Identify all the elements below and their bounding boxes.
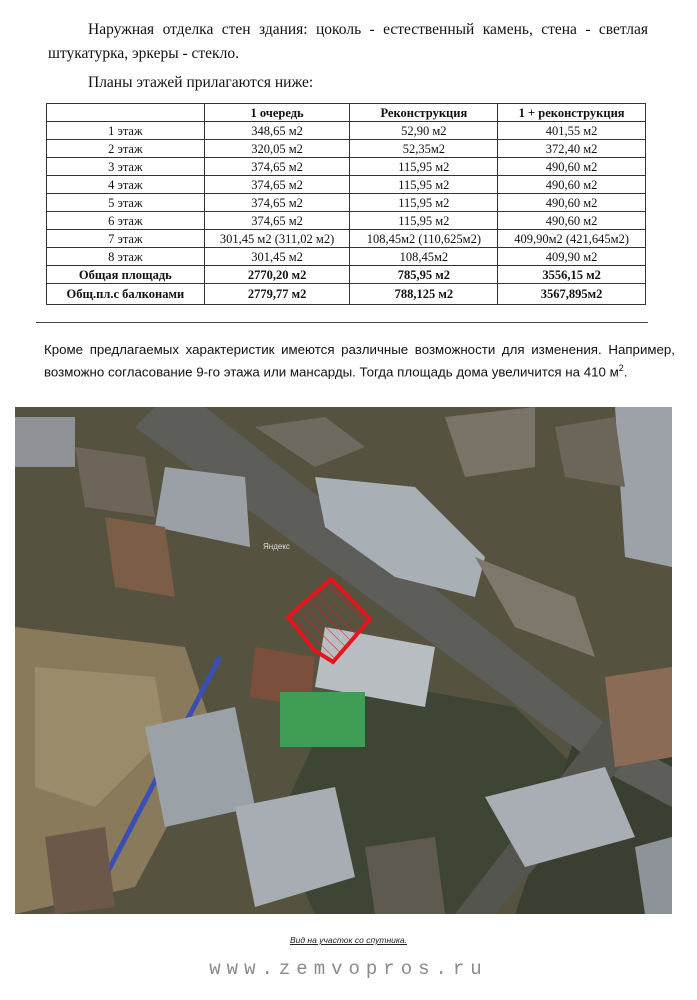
table-cell: 301,45 м2: [204, 248, 350, 266]
table-cell: 115,95 м2: [350, 212, 498, 230]
table-cell: 52,35м2: [350, 140, 498, 158]
satellite-map: [15, 407, 672, 914]
table-cell: 108,45м2: [350, 248, 498, 266]
superscript: 2: [618, 363, 624, 373]
table-cell: 115,95 м2: [350, 158, 498, 176]
table-cell: 301,45 м2 (311,02 м2): [204, 230, 350, 248]
table-cell: 7 этаж: [47, 230, 205, 248]
plans-intro: Планы этажей прилагаются ниже:: [88, 74, 314, 91]
table-cell: 108,45м2 (110,625м2): [350, 230, 498, 248]
map-caption: Вид на участок со спутника.: [289, 935, 408, 945]
table-row: [47, 248, 646, 266]
table-row: [47, 176, 646, 194]
intro-paragraph: Наружная отделка стен здания: цоколь - естественный камень, стена - светлая штукатурка, эркеры - стекло.: [48, 21, 648, 62]
table-cell: 115,95 м2: [350, 194, 498, 212]
table-cell: 6 этаж: [47, 212, 205, 230]
table-cell: 3 этаж: [47, 158, 205, 176]
table-cell: 3567,895м2: [498, 284, 646, 305]
table-cell: 374,65 м2: [204, 212, 350, 230]
table-cell: 5 этаж: [47, 194, 205, 212]
table-cell: 490,60 м2: [498, 176, 646, 194]
table-cell: 490,60 м2: [498, 194, 646, 212]
table-row: [47, 194, 646, 212]
table-row: [47, 158, 646, 176]
header-cell: 1 + реконструкция: [498, 104, 646, 122]
table-cell: 374,65 м2: [204, 176, 350, 194]
table-cell: 374,65 м2: [204, 194, 350, 212]
header-cell: Реконструкция: [350, 104, 498, 122]
satellite-image: [15, 407, 672, 914]
table-cell: 3556,15 м2: [498, 266, 646, 284]
total-row: [47, 266, 646, 284]
table-cell: 8 этаж: [47, 248, 205, 266]
table-cell: 788,125 м2: [350, 284, 498, 305]
table-cell: 2770,20 м2: [204, 266, 350, 284]
description-end: .: [623, 364, 628, 380]
table-cell: 115,95 м2: [350, 176, 498, 194]
table-cell: Общ.пл.с балконами: [47, 284, 205, 305]
table-cell: 1 этаж: [47, 122, 205, 140]
table-cell: 372,40 м2: [498, 140, 646, 158]
table-cell: 2 этаж: [47, 140, 205, 158]
table-cell: 785,95 м2: [350, 266, 498, 284]
table-cell: 409,90 м2: [498, 248, 646, 266]
table-row: [47, 140, 646, 158]
table-cell: 4 этаж: [47, 176, 205, 194]
balcony-row: [47, 284, 646, 305]
floor-area-table: [46, 103, 646, 305]
header-cell: 1 очередь: [204, 104, 350, 122]
table-cell: 52,90 м2: [350, 122, 498, 140]
table-cell: 409,90м2 (421,645м2): [498, 230, 646, 248]
description-paragraph: [44, 340, 675, 381]
table-cell: 348,65 м2: [204, 122, 350, 140]
table-cell: 2779,77 м2: [204, 284, 350, 305]
header-cell: [47, 104, 205, 122]
description-text: Кроме предлагаемых характеристик имеются различные возможности для изменения. Например, возможно согласование 9-го этажа или мансарды. Тогда площадь дома увеличится на 410 м: [44, 342, 675, 380]
table-cell: 401,55 м2: [498, 122, 646, 140]
footer-url: www.zemvopros.ru: [209, 958, 488, 980]
table-cell: 490,60 м2: [498, 158, 646, 176]
table-cell: 490,60 м2: [498, 212, 646, 230]
table-row: [47, 122, 646, 140]
table-cell: 320,05 м2: [204, 140, 350, 158]
divider: [36, 322, 648, 323]
table-header-row: [47, 104, 646, 122]
map-watermark: Яндекс: [263, 542, 290, 551]
table-cell: 374,65 м2: [204, 158, 350, 176]
table-row: [47, 230, 646, 248]
table-row: [47, 212, 646, 230]
table-cell: Общая площадь: [47, 266, 205, 284]
